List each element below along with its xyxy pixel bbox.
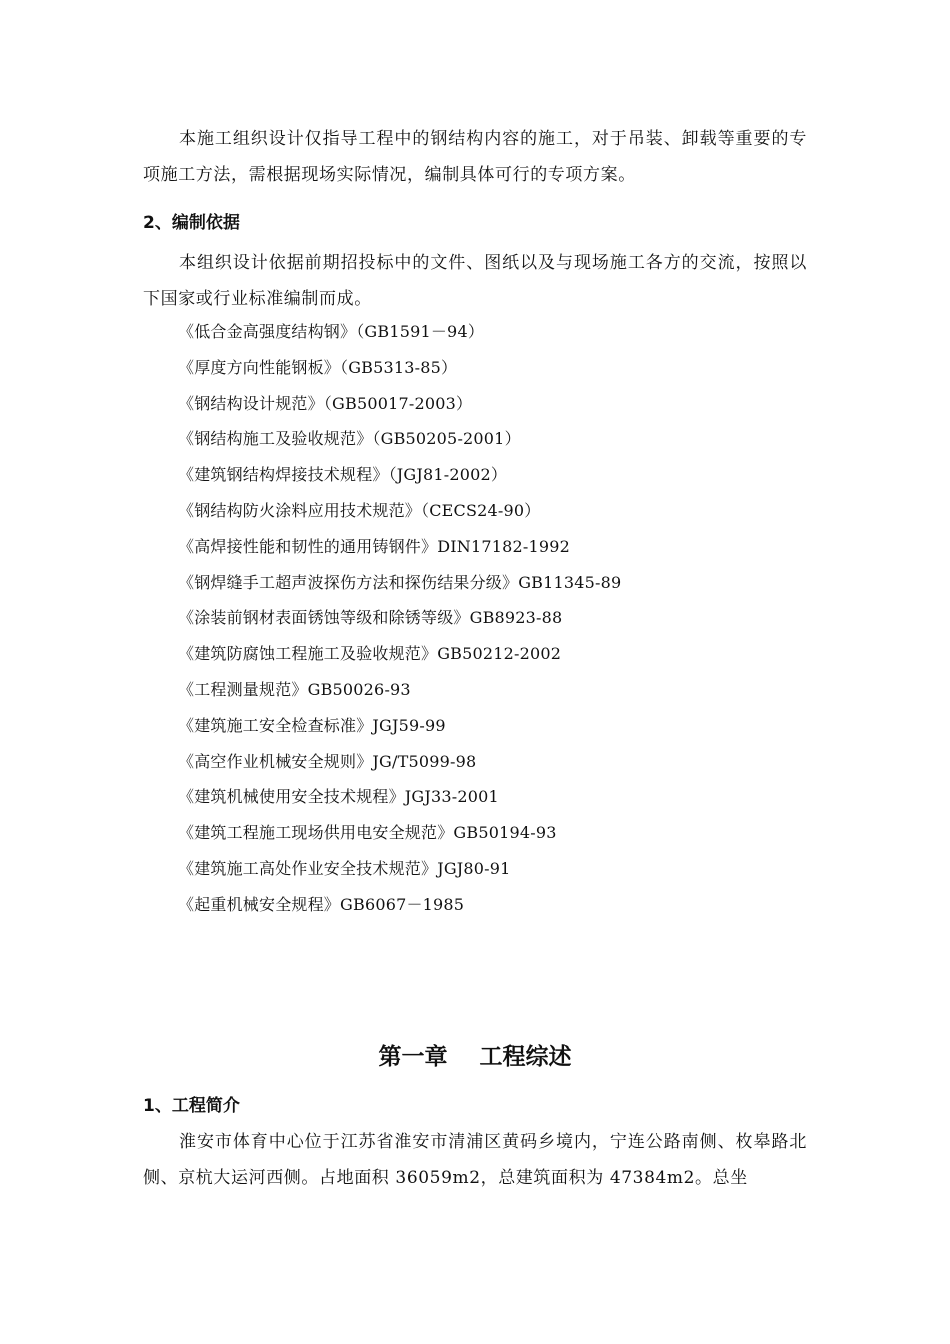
list-item: 《涂装前钢材表面锈蚀等级和除锈等级》GB8923-88 [178,608,563,628]
intro-paragraph: 本施工组织设计仅指导工程中的钢结构内容的施工，对于吊装、卸载等重要的专项施工方法，需根据现场实际情况，编制具体可行的专项方案。 [143,129,807,185]
list-item: 《工程测量规范》GB50026-93 [178,679,411,699]
list-item: 《高焊接性能和韧性的通用铸钢件》DIN17182-1992 [178,536,570,556]
section-heading-overview: 1、工程简介 [143,1096,240,1116]
list-item: 《厚度方向性能钢板》（GB5313-85） [178,357,458,377]
list-item: 《起重机械安全规程》GB6067－1985 [178,894,465,914]
list-item: 《建筑施工安全检查标准》JGJ59-99 [178,715,446,735]
list-item: 《钢结构施工及验收规范》（GB50205-2001） [178,429,521,449]
list-item: 《建筑工程施工现场供用电安全规范》GB50194-93 [178,823,557,843]
overview-paragraph: 淮安市体育中心位于江苏省淮安市清浦区黄码乡境内，宁连公路南侧、枚皋路北侧、京杭大运河西侧。占地面积 36059m2，总建筑面积为 47384m2。总坐 [143,1132,807,1188]
basis-paragraph: 本组织设计依据前期招投标中的文件、图纸以及与现场施工各方的交流，按照以下国家或行业标准编制而成。 [143,253,807,309]
list-item: 《钢结构设计规范》（GB50017-2003） [178,393,473,413]
reference-standards-list [178,318,621,927]
list-item: 《建筑钢结构焊接技术规程》（JGJ81-2002） [178,465,508,485]
list-item: 《建筑机械使用安全技术规程》JGJ33-2001 [178,787,499,807]
section-heading-basis: 2、编制依据 [143,213,240,233]
list-item: 《钢焊缝手工超声波探伤方法和探伤结果分级》GB11345-89 [178,572,622,592]
list-item: 《钢结构防火涂料应用技术规范》（CECS24-90） [178,500,541,520]
chapter-title: 第一章 工程综述 [378,1044,572,1070]
list-item: 《高空作业机械安全规则》JG/T5099-98 [178,751,477,771]
list-item: 《低合金高强度结构钢》（GB1591－94） [178,322,485,341]
list-item: 《建筑防腐蚀工程施工及验收规范》GB50212-2002 [178,644,562,664]
list-item: 《建筑施工高处作业安全技术规范》JGJ80-91 [178,858,511,878]
